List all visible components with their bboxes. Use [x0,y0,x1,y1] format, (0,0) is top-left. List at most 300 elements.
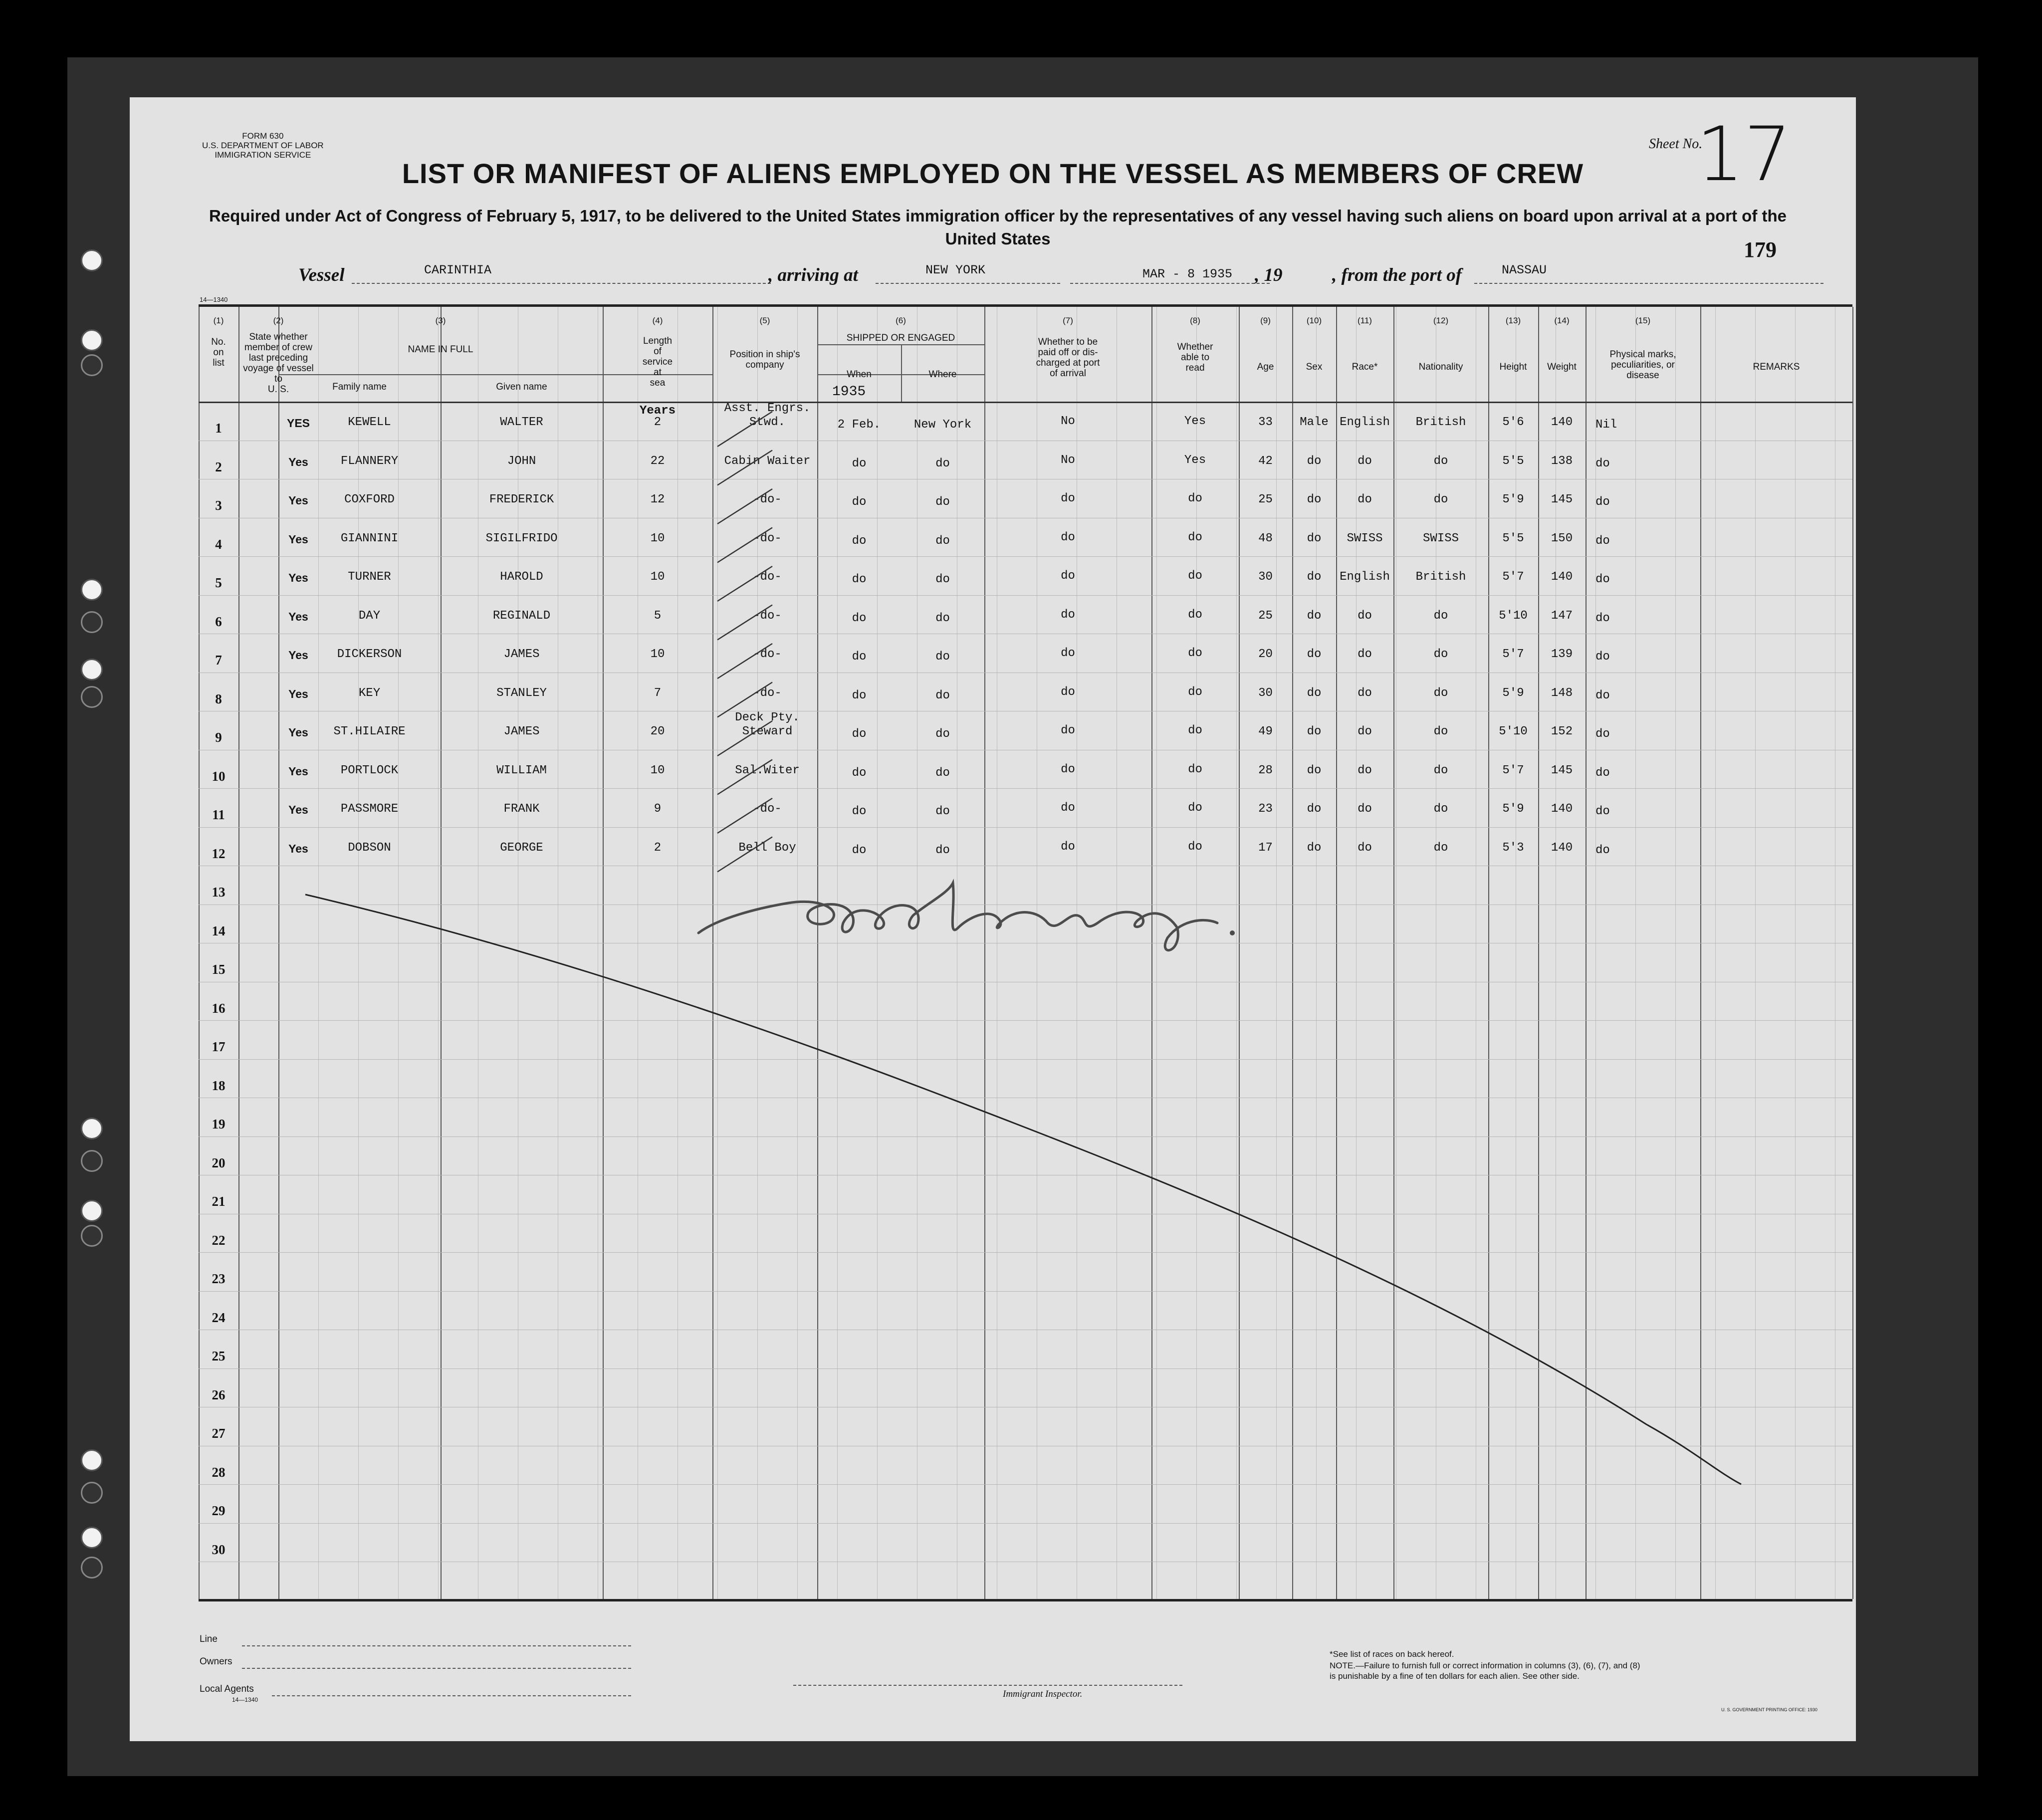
cell-state: Yes [288,803,308,816]
cell-where: do [935,727,950,741]
cell-position: Asst. Engrs. Stwd. [724,402,811,429]
cell-family-name: FLANNERY [340,454,399,468]
cell-paid-off: do [1061,569,1075,583]
cell-when: do [852,727,867,741]
cell-service: 10 [650,570,665,584]
cell-age: 49 [1258,725,1273,738]
cell-age: 20 [1258,648,1273,661]
failure-note: NOTE.—Failure to furnish full or correct information in columns (3), (6), (7), and (8) is punishable by a fine of ten dollars for each alien. See other side. [1330,1661,1640,1681]
cell-family-name: GIANNINI [340,531,399,545]
cell-family-name: KEY [358,686,381,700]
cell-weight: 145 [1551,763,1573,777]
cell-where: do [935,534,950,548]
cell-service: 10 [650,648,665,661]
row-number: 14 [212,923,226,938]
form-id: FORM 630 U.S. DEPARTMENT OF LABOR IMMIGRATION SERVICE [202,131,324,160]
cell-age: 17 [1258,841,1273,855]
column-number: (7) [1063,316,1073,325]
row-number: 20 [212,1155,226,1170]
row-number: 16 [212,1000,226,1016]
header-state-whether: State whether member of crew last preceding voyage of vessel to U. S. [243,332,314,395]
cell-sex: do [1307,493,1322,506]
cell-age: 42 [1258,454,1273,468]
cell-when: do [852,688,867,702]
row-number: 24 [212,1310,226,1325]
cell-height: 5'3 [1502,841,1524,855]
header-height: Height [1499,362,1527,372]
column-number: (2) [273,316,284,325]
cell-given-name: JAMES [503,725,540,738]
cell-given-name: REGINALD [492,609,551,623]
cell-service: 2 [654,841,662,855]
row-number: 6 [215,614,222,629]
cell-age: 30 [1258,570,1273,584]
footer-line-label: Line [200,1634,218,1644]
row-number: 19 [212,1117,226,1132]
cell-able-read: do [1188,492,1202,505]
column-number: (12) [1433,316,1449,325]
cell-weight: 148 [1551,686,1573,700]
cell-position: Deck Pty. Steward [735,711,800,738]
header-when: When [847,369,872,380]
cell-paid-off: do [1061,608,1075,622]
header-able-read: Whether able to read [1177,342,1213,373]
cell-race: do [1358,493,1372,506]
from-port: NASSAU [1502,263,1547,277]
binder-hole [81,1200,103,1222]
cell-able-read: do [1188,608,1202,622]
cell-state: Yes [288,532,308,546]
sheet-number: 17 [1696,111,1792,198]
cell-able-read: do [1188,685,1202,699]
cell-when: do [852,843,867,857]
cell-service: 22 [650,454,665,468]
row-number: 28 [212,1464,226,1480]
header-age: Age [1257,362,1274,372]
cell-when: do [852,650,867,664]
cell-height: 5'9 [1502,802,1524,816]
cell-sex: do [1307,531,1322,545]
cell-age: 25 [1258,493,1273,506]
cell-when: do [852,611,867,625]
when-year: 1935 [832,384,866,400]
row-number: 9 [215,730,222,745]
cell-able-read: do [1188,569,1202,583]
header-remarks: REMARKS [1753,362,1800,372]
cell-service: 9 [654,802,662,816]
binder-hole [81,1482,103,1504]
cell-position: Cabin Waiter [724,454,811,468]
row-number: 10 [212,768,226,784]
cell-nationality: do [1433,493,1448,506]
cell-nationality: British [1415,416,1466,429]
cell-race: English [1340,416,1390,429]
cell-weight: 147 [1551,609,1573,623]
printer-line: U. S. GOVERNMENT PRINTING OFFICE: 1930 [1721,1707,1817,1712]
row-number: 3 [215,498,222,513]
cell-given-name: WALTER [500,416,543,429]
cell-sex: do [1307,648,1322,661]
cell-state: Yes [288,842,308,855]
cell-position: Sal.Witer [735,763,800,777]
binder-hole [81,1150,103,1172]
column-number: (6) [896,316,906,325]
arriving-label: , arriving at [768,265,858,285]
vessel-label: Vessel [298,265,345,285]
cell-race: SWISS [1347,531,1383,545]
header-name-in-full: NAME IN FULL [408,344,473,355]
cell-nationality: do [1433,686,1448,700]
from-label: , from the port of [1332,265,1462,285]
cell-state: Yes [288,494,308,507]
binder-hole [81,329,103,351]
cell-service: 12 [650,493,665,506]
cell-sex: do [1307,570,1322,584]
cell-paid-off: No [1061,453,1075,467]
year-label: , 19 [1255,265,1283,285]
row-number: 29 [212,1503,226,1518]
vessel-name: CARINTHIA [424,263,492,277]
footer-agents-underline [272,1695,631,1696]
cell-paid-off: do [1061,647,1075,660]
cell-physical: do [1595,573,1610,586]
cell-position: -do- [753,570,782,584]
cell-nationality: do [1433,609,1448,623]
header-given-name: Given name [496,382,547,392]
stamp-number: 179 [1744,237,1777,262]
column-number: (3) [435,316,446,325]
cell-nationality: SWISS [1422,531,1459,545]
races-note: *See list of races on back hereof. [1330,1649,1454,1659]
row-number: 2 [215,459,222,474]
cell-race: do [1358,802,1372,816]
cell-height: 5'9 [1502,493,1524,506]
header-weight: Weight [1547,362,1577,372]
cell-race: do [1358,725,1372,738]
cell-race: do [1358,648,1372,661]
inspector-label: Immigrant Inspector. [1003,1689,1083,1699]
cell-given-name: JAMES [503,648,540,661]
page-title: LIST OR MANIFEST OF ALIENS EMPLOYED ON THE VESSEL AS MEMBERS OF CREW [402,158,1584,189]
row-number: 15 [212,962,226,977]
cell-position: -do- [753,609,782,623]
cell-weight: 140 [1551,802,1573,816]
cell-paid-off: do [1061,801,1075,815]
row-number: 26 [212,1387,226,1402]
column-number: (9) [1260,316,1271,325]
cell-family-name: DOBSON [348,841,391,855]
cell-when: do [852,805,867,818]
binder-hole [81,686,103,708]
column-number: (13) [1505,316,1521,325]
cell-family-name: DAY [358,609,381,623]
row-number: 22 [212,1232,226,1248]
cell-sex: do [1307,454,1322,468]
cell-paid-off: do [1061,724,1075,737]
cell-race: do [1358,763,1372,777]
cell-position: Bell Boy [738,841,796,855]
row-number: 30 [212,1542,226,1557]
binder-hole [81,659,103,681]
binder-hole [81,1557,103,1579]
row-number: 25 [212,1349,226,1364]
cell-physical: do [1595,495,1610,509]
cell-position: -do- [753,686,782,700]
binder-hole [81,1118,103,1139]
cell-state: Yes [288,649,308,662]
cell-service: 10 [650,763,665,777]
cell-height: 5'5 [1502,531,1524,545]
row-number: 11 [212,807,225,822]
cell-where: New York [913,418,972,432]
cell-state: Yes [288,610,308,623]
cell-sex: do [1307,763,1322,777]
cell-sex: do [1307,686,1322,700]
footer-owners-underline [242,1668,631,1669]
cell-nationality: do [1433,763,1448,777]
binder-hole [81,354,103,376]
cell-sex: Male [1300,416,1329,429]
cell-state: Yes [288,764,308,778]
cell-position: -do- [753,648,782,661]
row-number: 7 [215,653,222,668]
column-number: (10) [1306,316,1322,325]
cell-when: do [852,495,867,509]
inspector-underline [793,1685,1182,1686]
cell-age: 25 [1258,609,1273,623]
cell-where: do [935,843,950,857]
column-number: (1) [213,316,224,325]
cell-family-name: COXFORD [344,493,395,506]
cell-height: 5'10 [1499,725,1528,738]
cell-race: do [1358,841,1372,855]
header-sex: Sex [1306,362,1323,372]
cell-state: Yes [288,571,308,584]
header-shipped-engaged: SHIPPED OR ENGAGED [846,333,955,343]
footer-line-underline [242,1645,631,1646]
cell-position: -do- [753,531,782,545]
cancel-line [130,97,1856,1741]
cell-weight: 138 [1551,454,1573,468]
page-subtitle: Required under Act of Congress of February 5, 1917, to be delivered to the United States immigration officer by the representatives of any vessel having such aliens on board upon arrival at a port of the United States [209,207,1787,248]
row-number: 13 [212,885,226,900]
cell-where: do [935,650,950,664]
arriving-port: NEW YORK [925,263,986,277]
cell-paid-off: do [1061,685,1075,699]
footer-agents-label: Local Agents [200,1684,254,1694]
cell-where: do [935,805,950,818]
cell-state: Yes [288,726,308,739]
cell-weight: 145 [1551,493,1573,506]
cell-family-name: PASSMORE [340,802,399,816]
cell-position: -do- [753,493,782,506]
cell-family-name: TURNER [348,570,391,584]
cell-weight: 150 [1551,531,1573,545]
cell-family-name: DICKERSON [337,648,402,661]
cell-service: 7 [654,686,662,700]
cell-state: Yes [288,687,308,700]
cell-height: 5'6 [1502,416,1524,429]
cell-when: do [852,456,867,470]
cell-service: 10 [650,531,665,545]
cell-state: YES [286,417,310,430]
cell-age: 48 [1258,531,1273,545]
cell-sex: do [1307,802,1322,816]
cell-able-read: do [1188,724,1202,737]
row-number: 8 [215,691,222,706]
cell-given-name: FRANK [503,802,540,816]
cell-given-name: HAROLD [500,570,543,584]
header-position: Position in ship's company [729,349,800,370]
cell-nationality: do [1433,725,1448,738]
cell-nationality: do [1433,648,1448,661]
cell-physical: do [1595,805,1610,818]
cell-age: 28 [1258,763,1273,777]
cell-nationality: British [1415,570,1466,584]
row-number: 27 [212,1426,226,1441]
cell-height: 5'7 [1502,763,1524,777]
cell-able-read: do [1188,801,1202,815]
cell-physical: do [1595,456,1610,470]
row-number: 4 [215,536,222,552]
cell-height: 5'5 [1502,454,1524,468]
manifest-sheet [130,97,1856,1741]
cell-physical: do [1595,766,1610,780]
binder-hole [81,1527,103,1549]
cell-when: do [852,766,867,780]
header-physical: Physical marks, peculiarities, or disease [1609,349,1676,381]
cell-family-name: PORTLOCK [340,763,399,777]
cell-when: do [852,534,867,548]
header-family-name: Family name [332,382,387,392]
cell-sex: do [1307,841,1322,855]
print-code: 14—1340 [200,296,228,303]
binder-hole [81,1225,103,1247]
cell-physical: do [1595,688,1610,702]
cell-where: do [935,456,950,470]
cell-where: do [935,766,950,780]
cell-able-read: Yes [1184,415,1206,428]
cell-race: English [1340,570,1390,584]
footer-owners-label: Owners [200,1656,232,1667]
cell-paid-off: do [1061,492,1075,505]
cell-service: 20 [650,725,665,738]
cell-family-name: KEWELL [348,416,391,429]
header-nationality: Nationality [1418,362,1463,372]
row-number: 17 [212,1039,226,1054]
cell-sex: do [1307,609,1322,623]
column-number: (4) [652,316,663,325]
cell-height: 5'10 [1499,609,1528,623]
row-number: 21 [212,1194,226,1209]
cell-when: do [852,573,867,586]
cell-weight: 140 [1551,416,1573,429]
cell-where: do [935,688,950,702]
cell-paid-off: do [1061,530,1075,544]
cell-nationality: do [1433,841,1448,855]
row-number: 5 [215,575,222,590]
binder-hole [81,1449,103,1471]
cell-service: 5 [654,609,662,623]
row-number: 12 [212,846,226,861]
cell-position: -do- [753,802,782,816]
cell-given-name: SIGILFRIDO [485,531,558,545]
header-paid-off: Whether to be paid off or dis- charged at port of arrival [1036,337,1100,379]
arrival-date: MAR - 8 1935 [1142,267,1233,281]
sheet-label: Sheet No. [1649,136,1703,152]
column-number: (11) [1358,316,1372,325]
cell-paid-off: do [1061,840,1075,854]
cell-service: 2 [654,416,662,429]
cell-paid-off: No [1061,415,1075,428]
cell-race: do [1358,686,1372,700]
cell-paid-off: do [1061,762,1075,776]
cell-able-read: do [1188,840,1202,854]
cell-given-name: STANLEY [496,686,547,700]
cell-physical: do [1595,611,1610,625]
cell-nationality: do [1433,454,1448,468]
cell-race: do [1358,454,1372,468]
header-where: Where [928,369,957,380]
header-race: Race* [1352,362,1378,372]
cell-weight: 140 [1551,570,1573,584]
cell-age: 30 [1258,686,1273,700]
header-no-on-list: No. on list [211,337,226,368]
cell-height: 5'7 [1502,648,1524,661]
footer-agents-code: 14—1340 [232,1696,258,1703]
cell-age: 33 [1258,416,1273,429]
cell-able-read: do [1188,530,1202,544]
cell-physical: do [1595,534,1610,548]
cell-height: 5'9 [1502,686,1524,700]
binder-hole [81,249,103,271]
row-number: 18 [212,1078,226,1093]
row-number: 1 [215,421,222,436]
cell-weight: 139 [1551,648,1573,661]
cell-able-read: Yes [1184,453,1206,467]
cell-nationality: do [1433,802,1448,816]
cell-physical: do [1595,650,1610,664]
cell-age: 23 [1258,802,1273,816]
cell-weight: 152 [1551,725,1573,738]
cell-race: do [1358,609,1372,623]
cell-physical: do [1595,843,1610,857]
cell-given-name: FREDERICK [489,493,554,506]
cell-sex: do [1307,725,1322,738]
binder-hole [81,579,103,601]
cell-given-name: JOHN [507,454,536,468]
row-number: 23 [212,1271,226,1286]
cell-given-name: GEORGE [500,841,543,855]
cell-where: do [935,573,950,586]
cell-where: do [935,611,950,625]
cell-height: 5'7 [1502,570,1524,584]
column-number: (14) [1554,316,1570,325]
header-length-service: Length of service at sea [642,336,673,388]
binder-hole [81,611,103,633]
cell-physical: Nil [1595,418,1617,432]
cell-family-name: ST.HILAIRE [333,725,406,738]
column-number: (5) [759,316,770,325]
cell-physical: do [1595,727,1610,741]
cell-state: Yes [288,455,308,468]
cell-able-read: do [1188,762,1202,776]
column-number: (15) [1635,316,1651,325]
column-number: (8) [1190,316,1200,325]
years-note: Years [639,404,676,418]
cell-where: do [935,495,950,509]
cell-weight: 140 [1551,841,1573,855]
